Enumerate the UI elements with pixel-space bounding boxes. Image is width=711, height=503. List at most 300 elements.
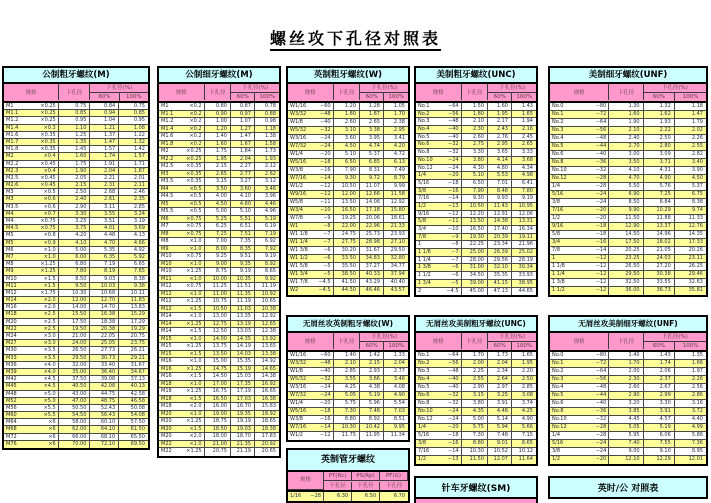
cell-60: 16.70 [231, 403, 255, 410]
table-row [159, 216, 279, 224]
cell-60: 32.10 [488, 264, 512, 271]
cell-spec: 5/16 −24 [550, 440, 609, 447]
cell-100: 1.97 [691, 368, 703, 374]
cell-pf: 6.70 [393, 493, 405, 499]
cell-100: 15.29 [130, 311, 145, 318]
cell-100: 0.85 [133, 110, 145, 117]
col-drill: 下孔径 [334, 84, 360, 100]
cell-60: 17.19 [231, 388, 255, 395]
cell-60: 2.27 [231, 163, 255, 170]
table-row [4, 362, 148, 369]
cell-drill: 10.50 [462, 203, 488, 210]
table-row [159, 261, 279, 269]
cell-spec: M16 ×1.0 [159, 358, 205, 365]
cell-drill: 58.00 [59, 419, 91, 425]
table-row [4, 355, 148, 362]
cell-100: 3.74 [521, 400, 533, 406]
table-subheader [416, 333, 536, 352]
table-row [550, 111, 706, 119]
cell-60: 9.01 [488, 440, 512, 447]
table-row [159, 141, 279, 149]
table-row [4, 232, 148, 239]
cell-spec: 1 1/2 −6 [416, 272, 462, 279]
table-row [416, 134, 536, 142]
col-percent: 下孔径(%) [360, 333, 408, 342]
cell-drill: 22.00 [334, 223, 360, 230]
cell-60: 10.42 [360, 424, 384, 431]
cell-drill: 10.75 [205, 298, 231, 305]
cell-drill: 7.90 [462, 188, 488, 195]
cell-drill: 1.35 [59, 139, 91, 145]
col-60: 60% [644, 342, 676, 350]
cell-60: 1.74 [90, 153, 119, 159]
cell-spec: M2.2 ×0.25 [159, 156, 205, 163]
table-row [550, 215, 706, 223]
table-row [159, 246, 279, 254]
cell-spec: M15 ×1.5 [159, 351, 205, 358]
cell-60: 0.94 [90, 110, 119, 116]
cell-60: 7.19 [90, 261, 119, 267]
cell-spec: 1 3/8 −6 [416, 264, 462, 271]
cell-100: 23.93 [390, 231, 405, 237]
cell-drill: 8.80 [334, 416, 360, 423]
col-100: 100% [682, 343, 699, 349]
cell-spec: W7/16 −14 [288, 424, 334, 431]
table-row [288, 352, 408, 360]
cell-spec: M4 ×0.5 [159, 186, 205, 193]
cell-drill: 5.10 [462, 172, 488, 179]
cell-drill: 34.50 [462, 272, 488, 279]
col-percent: 下孔径(%) [360, 84, 408, 93]
table-row [288, 151, 408, 159]
cell-100: 1.94 [521, 118, 533, 125]
cell-100: 9.19 [521, 195, 533, 202]
table-title: 无屑丝攻美制细牙螺纹(UNF) [550, 317, 706, 333]
cell-100: 1.47 [691, 111, 703, 117]
cell-100: 2.85 [133, 203, 145, 210]
table-title: 英制管牙螺纹 [288, 450, 408, 472]
cell-drill: 1.20 [334, 103, 360, 110]
table-row [159, 381, 279, 389]
table-row [288, 287, 408, 295]
cell-spec: M76 ×6 [4, 441, 59, 448]
table-row [416, 234, 536, 242]
cell-spec: M22 ×1.0 [159, 441, 205, 448]
cell-drill: 3.30 [59, 211, 91, 217]
cell-100: 2.20 [521, 368, 533, 374]
table-row [4, 398, 148, 405]
cell-100: 5.37 [691, 183, 703, 189]
table-row [288, 424, 408, 432]
table-row [4, 254, 148, 261]
col-drill: 下孔径 [352, 482, 380, 490]
cell-100: 3.33 [521, 149, 533, 156]
table-row [4, 225, 148, 232]
cell-drill: 16.50 [334, 207, 360, 214]
cell-spec: 1/4 −28 [550, 432, 609, 439]
table-row [550, 255, 706, 263]
cell-spec: M14 ×1.25 [159, 321, 205, 328]
cell-spec: 1 3/4 −5 [416, 280, 462, 287]
table-title: 英制粗牙螺纹(W) [288, 68, 408, 84]
cell-60: 12.70 [90, 297, 119, 303]
cell-spec: M60 ×5.5 [4, 412, 59, 418]
cell-60: 2.04 [231, 156, 255, 163]
cell-spec: 9/16 −18 [550, 223, 609, 230]
cell-spec: No.12 −24 [416, 416, 462, 423]
cell-60: 2.97 [488, 384, 512, 391]
cell-spec: No.4 −40 [416, 126, 462, 133]
cell-100: 1.95 [521, 360, 533, 366]
cell-100: 1.38 [264, 133, 276, 139]
cell-100: 10.95 [518, 202, 533, 209]
cell-60: 1.04 [90, 117, 119, 123]
table-row [159, 291, 279, 299]
cell-60: 23.34 [488, 241, 512, 248]
cell-spec: M1.2 ×0.25 [4, 117, 59, 123]
table-row [416, 111, 536, 119]
table-row [159, 201, 279, 209]
cell-100: 8.65 [521, 440, 533, 446]
table-body [416, 352, 536, 464]
cell-100: 10.38 [261, 305, 276, 312]
cell-100: 12.92 [390, 199, 405, 205]
cell-spec: M9 ×1.0 [159, 246, 205, 253]
table-row [288, 263, 408, 271]
cell-spec: W5/32 −32 [288, 376, 334, 383]
cell-drill: 7.30 [462, 432, 488, 439]
table-row [288, 279, 408, 287]
cell-100: 31.67 [130, 361, 145, 368]
cell-drill: 3.75 [59, 225, 91, 231]
cell-60: 5.94 [488, 424, 512, 431]
cell-spec: No.1 −72 [550, 111, 609, 118]
cell-drill: 9.30 [334, 175, 360, 182]
col-percent-group [488, 333, 536, 350]
cell-spec: M2.3 ×0.4 [4, 168, 59, 174]
cell-60: 3.51 [90, 218, 119, 224]
cell-spec: 1/2 −20 [550, 215, 609, 222]
cell-100: 46.58 [130, 397, 145, 404]
cell-60: 2.50 [644, 135, 675, 142]
table-row [4, 347, 148, 354]
cell-drill: 70.00 [59, 441, 91, 448]
cell-100: 10.65 [261, 298, 276, 304]
cell-drill: 3.55 [334, 376, 360, 383]
table-row [550, 159, 706, 167]
cell-60: 10.52 [488, 448, 512, 455]
cell-spec: M52 ×5.0 [4, 398, 59, 404]
cell-drill: 14.50 [205, 373, 231, 380]
cell-100: 50.08 [130, 404, 145, 411]
col-100: 100% [516, 94, 533, 100]
cell-60: 1.60 [488, 103, 512, 110]
cell-spec: M18 ×1.25 [159, 388, 205, 395]
col-percent: 下孔径(%) [644, 333, 706, 342]
cell-spec: M14 ×1.0 [159, 313, 205, 320]
table-row [416, 241, 536, 249]
table-body [550, 352, 706, 464]
table-row [288, 175, 408, 183]
cell-60: 2.17 [488, 118, 512, 125]
table-row [550, 263, 706, 271]
table-row [4, 139, 148, 146]
cell-drill: 14.50 [609, 231, 643, 238]
cell-60: 15.35 [231, 358, 255, 365]
cell-spec: 7/16 −20 [550, 207, 609, 214]
cell-60: 2.65 [360, 119, 384, 126]
col-percent: 下孔径(%) [90, 84, 148, 93]
cell-spec: W3/4 −10 [288, 207, 334, 214]
cell-spec: 1 1/2 −12 [550, 287, 609, 295]
cell-100: 23.11 [688, 255, 703, 261]
cell-drill: 2.00 [609, 368, 643, 375]
cell-100: 20.26 [688, 247, 703, 253]
cell-100: 26.25 [688, 263, 703, 269]
table-row [550, 103, 706, 111]
table-subheader [416, 84, 536, 103]
cell-100: 2.85 [521, 384, 533, 390]
table-row [4, 426, 148, 433]
table-row [416, 180, 536, 188]
cell-60: 4.90 [644, 175, 675, 182]
cell-spec: No.10 −24 [416, 408, 462, 415]
cell-drill: 9.50 [59, 283, 91, 289]
table-row [159, 321, 279, 329]
table-row [416, 188, 536, 196]
table-row [550, 231, 706, 239]
cell-spec: W3/16 −24 [288, 384, 334, 391]
col-60: 60% [644, 93, 676, 101]
cell-drill: 16.00 [205, 403, 231, 410]
cell-60: 30.73 [90, 355, 119, 361]
col-60: 60% [488, 93, 513, 101]
cell-drill: 0.80 [205, 103, 231, 110]
cell-60: 27.20 [644, 263, 675, 270]
cell-60: 7.55 [644, 440, 675, 447]
cell-100: 11.64 [518, 456, 533, 462]
cell-drill: 2.75 [462, 141, 488, 148]
cell-spec: M20 ×2.5 [4, 319, 59, 325]
cell-drill: 2.05 [59, 175, 91, 181]
cell-100: 3.90 [691, 167, 703, 173]
cell-60: 13.35 [231, 313, 255, 320]
cell-100: 1.33 [393, 352, 405, 358]
cell-100: 7.15 [521, 432, 533, 438]
cell-drill: 9.00 [609, 448, 643, 455]
cell-drill: 1.00 [205, 118, 231, 125]
table-title: 无屑丝攻美制粗牙螺纹(UNC) [416, 317, 536, 333]
cell-60: 2.67 [644, 384, 675, 391]
col-drill: 下孔径 [609, 84, 643, 100]
table-row [550, 440, 706, 448]
cell-spec: M42 ×4.5 [4, 376, 59, 382]
table-row [416, 376, 536, 384]
cell-100: 3.46 [264, 185, 276, 192]
table-row [159, 126, 279, 134]
cell-100: 1.70 [393, 111, 405, 117]
cell-drill: 32.50 [609, 279, 643, 286]
table-row [416, 280, 536, 288]
cell-100: 4.13 [133, 232, 145, 239]
cell-100: 12.01 [688, 456, 703, 462]
cell-60: 3.65 [488, 149, 512, 156]
cell-60: 22.96 [360, 223, 384, 230]
table-row [159, 238, 279, 246]
col-60: 60% [231, 93, 256, 101]
cell-spec: W1 −8 [288, 223, 334, 230]
cell-60: 46.46 [360, 287, 384, 295]
cell-60: 2.43 [488, 126, 512, 133]
cell-100: 16.34 [518, 226, 533, 232]
cell-drill: 9.90 [609, 207, 643, 214]
col-percent: 下孔径(%) [488, 333, 536, 342]
cell-100: 33.93 [518, 272, 533, 279]
table-row [159, 283, 279, 291]
cell-60: 7.25 [644, 191, 675, 198]
cell-drill: 19.30 [462, 234, 488, 241]
cell-spec: W1/2 −12 [288, 183, 334, 190]
cell-60: 4.80 [488, 165, 512, 172]
cell-100: 2.02 [691, 127, 703, 133]
table-row [288, 207, 408, 215]
cell-drill: 7.25 [205, 231, 231, 238]
cell-drill: 2.65 [205, 171, 231, 178]
col-60: 60% [360, 93, 385, 101]
table-subheader [4, 84, 148, 103]
cell-drill: 4.35 [462, 408, 488, 415]
cell-60: 1.62 [644, 111, 675, 118]
cell-drill: 5.00 [59, 247, 91, 253]
cell-drill: 2.15 [205, 163, 231, 170]
cell-60: 0.97 [231, 111, 255, 118]
cell-60: 3.55 [90, 211, 119, 217]
cell-100: 14.35 [688, 231, 703, 237]
table-row [550, 360, 706, 368]
table-row [550, 352, 706, 360]
cell-60: 47.13 [488, 288, 512, 296]
table-metric-fine [157, 66, 281, 458]
cell-drill: 7.00 [205, 238, 231, 245]
cell-100: 2.86 [691, 392, 703, 398]
cell-60: 1.47 [231, 133, 255, 140]
table-row [416, 392, 536, 400]
cell-drill: 20.75 [205, 448, 231, 456]
cell-100: 1.57 [133, 153, 145, 160]
cell-100: 1.35 [691, 352, 703, 358]
cell-100: 35.81 [688, 287, 703, 293]
table-row [416, 195, 536, 203]
cell-drill: 28.00 [462, 257, 488, 264]
cell-drill: 23.25 [609, 255, 643, 262]
cell-spec: M22 ×2.5 [4, 326, 59, 332]
table-body [288, 352, 408, 440]
cell-spec: No.0 −80 [550, 352, 609, 359]
cell-60: 60.10 [90, 419, 119, 425]
cell-drill: 2.85 [334, 368, 360, 375]
table-row [159, 343, 279, 351]
cell-60: 14.35 [231, 336, 255, 343]
table-row [4, 240, 148, 247]
cell-100: 13.38 [261, 350, 276, 357]
cell-60: 14.70 [90, 304, 119, 310]
table-body [4, 103, 148, 448]
cell-drill: 11.50 [462, 456, 488, 464]
table-row [159, 336, 279, 344]
cell-60: 3.38 [360, 127, 384, 134]
cell-60: 43.29 [360, 279, 384, 286]
cell-drill: 43.00 [59, 391, 91, 397]
table-row [4, 110, 148, 117]
cell-drill: 10.50 [334, 183, 360, 190]
cell-spec: M20 ×1.25 [159, 418, 205, 425]
cell-spec: M6 ×1.0 [4, 247, 59, 253]
cell-60: 7.01 [488, 180, 512, 187]
cell-drill: 5.95 [609, 432, 643, 439]
cell-drill: 2.90 [59, 204, 91, 210]
cell-spec: No.5 −40 [416, 134, 462, 141]
cell-spec: M3.5 ×0.6 [4, 204, 59, 210]
cell-60: 18.70 [231, 433, 255, 440]
table-body [288, 103, 408, 295]
cell-drill: 2.40 [59, 196, 91, 202]
cell-100: 4.98 [521, 172, 533, 179]
cell-100: 9.38 [133, 282, 145, 289]
cell-drill: 1.40 [334, 352, 360, 359]
cell-drill: 3.30 [462, 149, 488, 156]
cell-spec: W5/8 −11 [288, 199, 334, 206]
table-row [159, 268, 279, 276]
cell-100: 2.04 [393, 360, 405, 366]
cell-spec: 3/8 −16 [416, 440, 462, 447]
cell-drill: 0.95 [59, 117, 91, 123]
cell-spec: M2 ×0.25 [159, 148, 205, 155]
cell-drill: 1.60 [205, 141, 231, 148]
cell-100: 4.72 [393, 151, 405, 157]
cell-100: 3.24 [133, 210, 145, 217]
cell-100: 6.41 [521, 179, 533, 186]
col-drill: 下孔径 [462, 333, 488, 349]
cell-spec: 5/16 −18 [416, 180, 462, 187]
table-row [416, 257, 536, 265]
cell-60: 4.70 [90, 240, 119, 246]
cell-spec: M1.2 ×0.2 [159, 118, 205, 125]
cell-drill: 12.75 [205, 321, 231, 328]
cell-100: 17.33 [688, 239, 703, 245]
col-percent-group [644, 333, 706, 350]
cell-100: 9.74 [691, 207, 703, 213]
table-row [4, 311, 148, 318]
cell-drill: 8.00 [205, 246, 231, 253]
cell-spec: M5.5 ×0.5 [159, 208, 205, 215]
table-row [4, 319, 148, 326]
cell-spec: M10 ×0.75 [159, 253, 205, 260]
table-row [288, 384, 408, 392]
cell-100: 2.26 [691, 376, 703, 382]
cell-100: 2.50 [521, 376, 533, 382]
table-unc [414, 66, 538, 297]
cell-drill: 4.25 [334, 384, 360, 391]
cell-drill: 2.15 [59, 182, 91, 188]
cell-spec: M16 ×1.5 [159, 373, 205, 380]
cell-100: 9.99 [393, 183, 405, 189]
cell-60: 9.72 [360, 175, 384, 182]
cell-60: 4.48 [488, 408, 512, 415]
cell-spec: No.2 −64 [550, 119, 609, 126]
table-row [288, 239, 408, 247]
cell-drill: 29.50 [609, 271, 643, 278]
cell-spec: No.1 −64 [416, 103, 462, 110]
